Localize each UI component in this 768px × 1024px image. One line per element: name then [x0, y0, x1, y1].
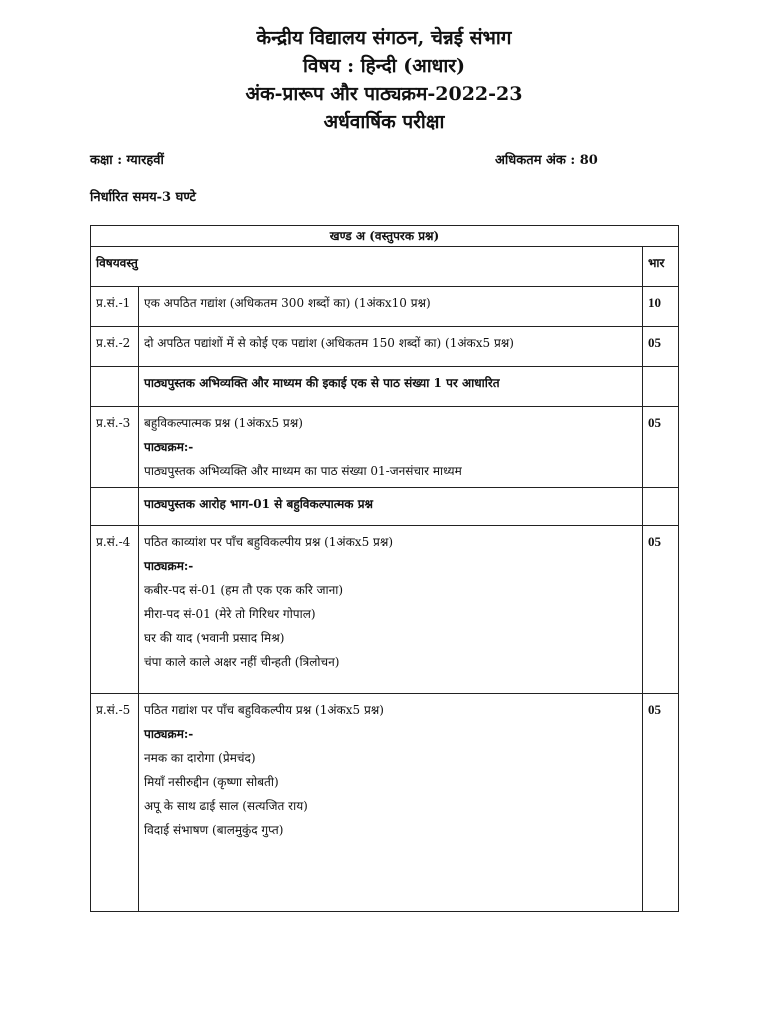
syllabus-label: पाठ्यक्रम:- [144, 727, 194, 741]
question-number: प्र.सं.-1 [91, 287, 139, 327]
exam-title: अर्धवार्षिक परीक्षा [323, 111, 445, 133]
column-header-content: विषयवस्तु [91, 247, 643, 287]
syllabus-item: मियाँ नसीरुद्दीन (कृष्णा सोबती) [144, 775, 279, 789]
subject-title: विषय : हिन्दी (आधार) [302, 55, 465, 77]
syllabus-item: अपू के साथ ढाई साल (सत्यजित राय) [144, 799, 308, 813]
table-row [91, 407, 679, 488]
syllabus-item: कबीर-पद सं-01 (हम तौ एक एक करि जाना) [144, 583, 344, 597]
question-weight: 05 [642, 526, 678, 694]
subhead-text: पाठ्यपुस्तक आरोह भाग-01 से बहुविकल्पात्मक प्रश्न [139, 488, 643, 526]
blueprint-title: अंक-प्रारूप और पाठ्यक्रम-2022-23 [245, 83, 523, 105]
empty-cell [91, 367, 139, 407]
table-row [91, 694, 679, 912]
empty-cell [642, 488, 678, 526]
question-weight: 10 [642, 287, 678, 327]
question-text: पठित गद्यांश पर पाँच बहुविकल्पीय प्रश्न (1अंकx5 प्रश्न) [144, 703, 384, 717]
table-section-header-row [91, 226, 679, 247]
question-text: पठित काव्यांश पर पाँच बहुविकल्पीय प्रश्न (1अंकx5 प्रश्न) [144, 535, 394, 549]
table-row [91, 287, 679, 327]
syllabus-table [90, 225, 679, 912]
time-label: निर्धारित समय-3 घण्टे [90, 190, 196, 205]
empty-cell [91, 488, 139, 526]
question-content [139, 526, 643, 694]
question-text: एक अपठित गद्यांश (अधिकतम 300 शब्दों का) (1अंकx10 प्रश्न) [139, 287, 643, 327]
syllabus-label: पाठ्यक्रम:- [144, 559, 194, 573]
question-text: बहुविकल्पात्मक प्रश्न (1अंकx5 प्रश्न) [144, 416, 303, 430]
document-header [0, 24, 768, 136]
syllabus-item: घर की याद (भवानी प्रसाद मिश्र) [144, 631, 285, 645]
org-title: केन्द्रीय विद्यालय संगठन, चेन्नई संभाग [256, 27, 512, 49]
table-subhead-row [91, 488, 679, 526]
subhead-text: पाठ्यपुस्तक अभिव्यक्ति और माध्यम की इकाई एक से पाठ संख्या 1 पर आधारित [139, 367, 643, 407]
question-content [139, 694, 643, 912]
syllabus-label: पाठ्यक्रम:- [144, 440, 194, 454]
syllabus-item: पाठ्यपुस्तक अभिव्यक्ति और माध्यम का पाठ संख्या 01-जनसंचार माध्यम [144, 464, 462, 478]
question-content [139, 407, 643, 488]
question-text: दो अपठित पद्यांशों में से कोई एक पद्यांश (अधिकतम 150 शब्दों का) (1अंकx5 प्रश्न) [139, 327, 643, 367]
question-weight: 05 [642, 407, 678, 488]
section-title: खण्ड अ (वस्तुपरक प्रश्न) [91, 226, 679, 247]
column-header-weight: भार [642, 247, 678, 287]
syllabus-item: विदाई संभाषण (बालमुकुंद गुप्त) [144, 823, 284, 837]
table-row [91, 526, 679, 694]
question-weight: 05 [642, 327, 678, 367]
empty-cell [642, 367, 678, 407]
syllabus-item: चंपा काले काले अक्षर नहीं चीन्हती (त्रिलोचन) [144, 655, 340, 669]
table-subhead-row [91, 367, 679, 407]
question-number: प्र.सं.-2 [91, 327, 139, 367]
class-label: कक्षा : ग्यारहवीं [90, 153, 164, 168]
table-row [91, 327, 679, 367]
syllabus-item: नमक का दारोगा (प्रेमचंद) [144, 751, 256, 765]
question-number: प्र.सं.-4 [91, 526, 139, 694]
question-number: प्र.सं.-3 [91, 407, 139, 488]
max-marks-label: अधिकतम अंक : 80 [495, 153, 598, 168]
syllabus-item: मीरा-पद सं-01 (मेरे तो गिरिधर गोपाल) [144, 607, 316, 621]
question-number: प्र.सं.-5 [91, 694, 139, 912]
table-column-header-row [91, 247, 679, 287]
question-weight: 05 [642, 694, 678, 912]
